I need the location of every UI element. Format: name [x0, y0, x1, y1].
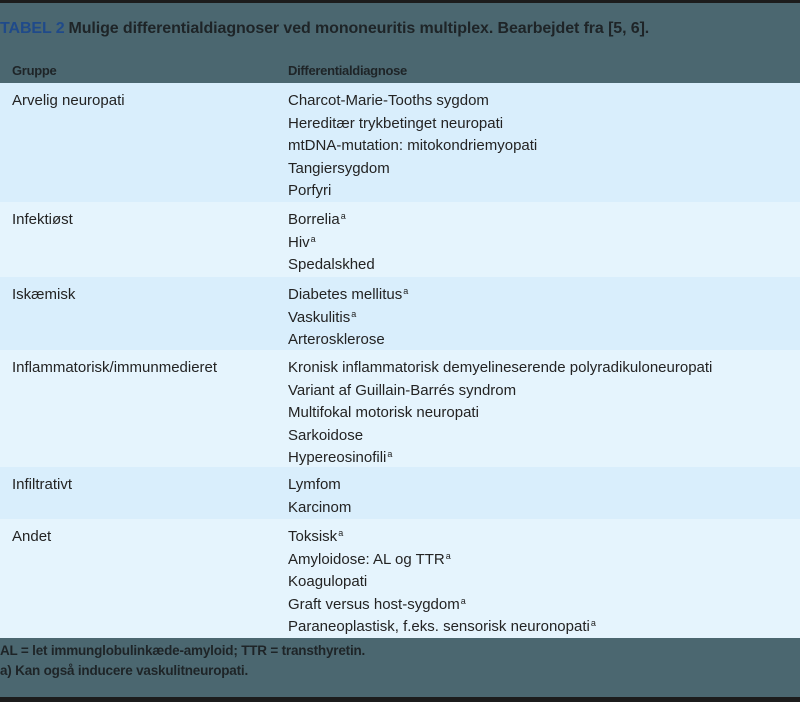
diagnosis-item: Multifokal motorisk neuropati [288, 404, 479, 421]
table-title: Mulige differentialdiagnoser ved mononeuritis multiplex. Bearbejdet fra [5, 6]. [68, 20, 650, 37]
diagnosis-item: Lymfom [288, 476, 341, 493]
diagnosis-item: Koagulopati [288, 573, 368, 590]
diagnosis-item: Spedalskhed [288, 256, 375, 273]
column-header-diagnosis: Differentialdiagnose [288, 63, 407, 78]
top-border [0, 0, 800, 3]
diagnosis-item: Karcinom [288, 498, 352, 516]
diagnosis-item: Vaskulitis$^a$ [288, 308, 357, 326]
table-caption [0, 19, 800, 39]
diagnosis-item: Paraneoplastisk, f.eks. sensorisk neuronopati$^a$ [288, 618, 596, 635]
diagnosis-item: Kronisk inflammatorisk demyelineserende polyradikuloneuropati [288, 359, 713, 376]
footnote-a: a) Kan også inducere vaskulitneuropati. [0, 663, 249, 678]
diagnosis-item: Sarkoidose [288, 426, 364, 444]
group-cell: Andet [12, 528, 52, 545]
diagnosis-item: mtDNA-mutation: mitokondriemyopati [288, 137, 538, 154]
column-header-group: Gruppe [12, 63, 57, 78]
diagnosis-item: Hereditær trykbetinget neuropati [288, 114, 504, 132]
diagnosis-item: Amyloidose: AL og TTR$^a$ [288, 550, 451, 568]
group-cell: Infiltrativt [12, 476, 73, 493]
footnote-abbreviations: AL = let immunglobulinkæde-amyloid; TTR = transthyretin. [0, 643, 366, 658]
group-cell: Iskæmisk [12, 286, 76, 303]
table-row [0, 467, 800, 519]
diagnosis-item: Tangiersygdom [288, 159, 390, 177]
diagnosis-cell [288, 474, 800, 519]
diagnosis-cell [288, 209, 800, 277]
table-row [0, 202, 800, 277]
table-body [0, 83, 800, 638]
diagnosis-item: Charcot-Marie-Tooths sygdom [288, 92, 489, 109]
diagnosis-cell [288, 284, 800, 352]
diagnosis-cell [288, 90, 800, 203]
group-cell: Infektiøst [12, 211, 73, 228]
table-row [0, 277, 800, 350]
table-row [0, 350, 800, 467]
diagnosis-item: Porfyri [288, 182, 332, 199]
table-row [0, 519, 800, 638]
table-row [0, 83, 800, 202]
diagnosis-item: Variant af Guillain-Barrés syndrom [288, 381, 517, 399]
diagnosis-item: Diabetes mellitus$^a$ [288, 286, 409, 303]
table-footnotes [0, 641, 800, 681]
diagnosis-item: Arterosklerose [288, 331, 385, 348]
diagnosis-item: Hiv$^a$ [288, 233, 316, 251]
table-label: TABEL 2 [0, 20, 65, 37]
diagnosis-cell [288, 357, 800, 470]
bottom-border [0, 697, 800, 702]
diagnosis-item: Borrelia$^a$ [288, 211, 346, 228]
group-cell: Inflammatorisk/immunmedieret [12, 359, 218, 376]
diagnosis-item: Toksisk$^a$ [288, 528, 344, 545]
diagnosis-item: Graft versus host-sygdom$^a$ [288, 595, 466, 613]
group-cell: Arvelig neuropati [12, 92, 125, 109]
diagnosis-cell [288, 526, 800, 639]
diagnosis-item: Hypereosinofili$^a$ [288, 449, 393, 466]
table-header [0, 57, 800, 83]
